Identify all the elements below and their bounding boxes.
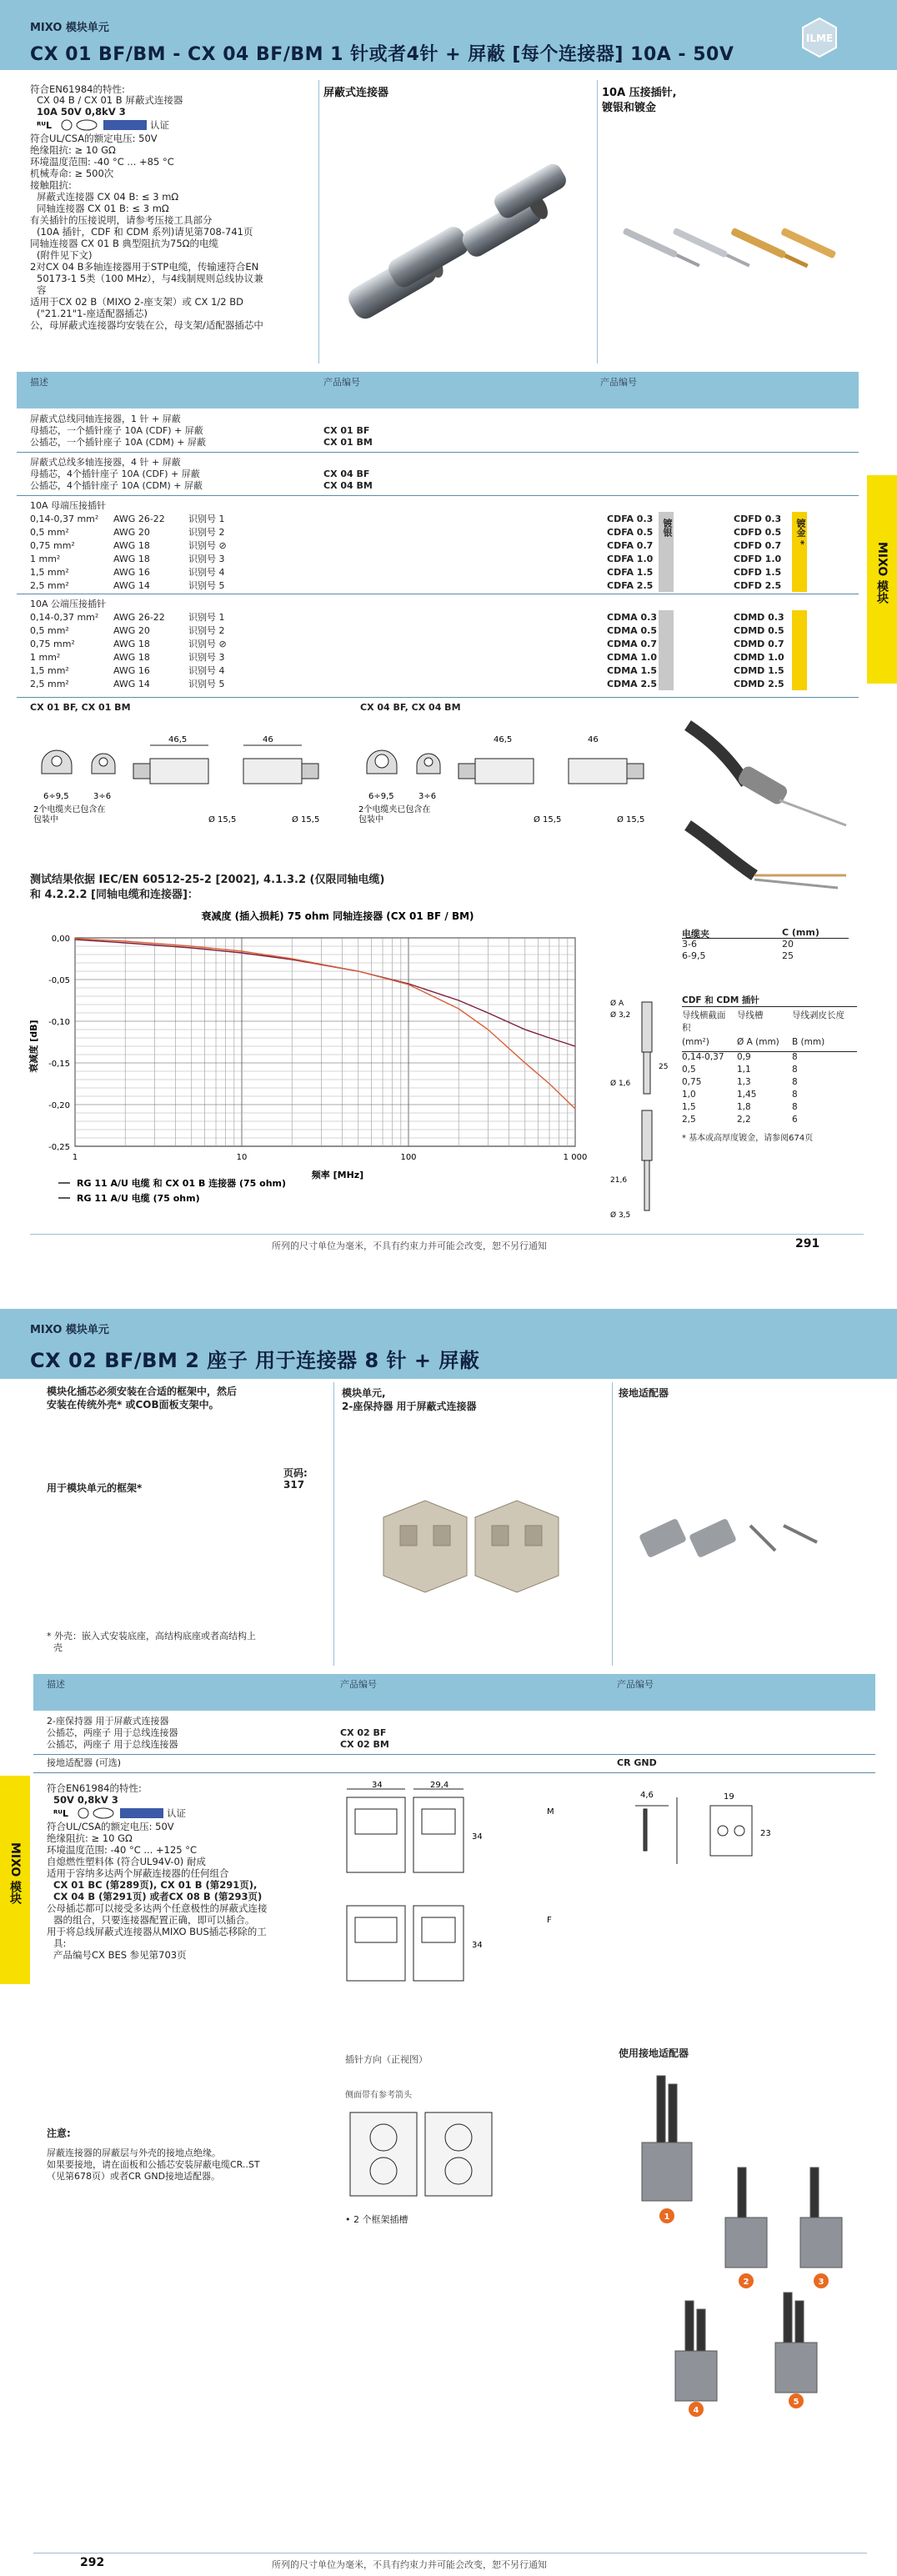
gold-label: 镀金 * (795, 519, 806, 545)
spec-line: 容 (37, 284, 47, 296)
y-tick-label: -0,05 (48, 976, 70, 985)
ccc-icon (120, 1808, 163, 1818)
connector-column-head: 屏蔽式连接器 (323, 87, 389, 99)
crimp-cell-au: CDMD 0.7 (734, 639, 784, 649)
spec-line: 绝缘阻抗: ≥ 10 GΩ (30, 144, 116, 156)
clamp-cell: 6-9,5 (682, 950, 706, 961)
dim-label: 4,6 (640, 1791, 654, 1800)
test-title-1: 测试结果依据 IEC/EN 60512-25-2 [2002], 4.1.3.2 (仅限同轴电缆) (30, 874, 385, 886)
clamp-cell: 3-6 (682, 939, 697, 950)
note-line: 屏蔽连接器的屏蔽层与外壳的接地点绝缘。 (47, 2148, 221, 2158)
column-divider (612, 1382, 613, 1666)
page2-number: 292 (80, 2556, 105, 2569)
two-slot-holder-image (375, 1484, 575, 1601)
cdf-row (682, 1090, 857, 1102)
dim-label: 46 (588, 735, 599, 744)
spec-line: 公母插芯都可以接受多达两个任意极性的屏蔽式连接 (47, 1902, 268, 1914)
cable-illustration (679, 709, 863, 900)
page2-footnote-1: * 外壳：嵌入式安装底座，高结构底座或者高结构上 (47, 1631, 256, 1641)
crimp-cell-id: 识别号 1 (188, 514, 225, 524)
page2-footer-text: 所列的尺寸单位为毫米，不具有约束力并可能会改变，恕不另行通知 (272, 2559, 547, 2570)
spec-line: 50173-1 5类（100 MHz），与4线制规则总线协议兼 (37, 273, 263, 284)
dim-label: 46,5 (494, 735, 513, 744)
spec-line: 屏蔽式连接器 CX 04 B: ≤ 3 mΩ (37, 191, 179, 203)
product-code: CX 02 BF (340, 1727, 387, 1738)
spec-line: 接触阻抗: (30, 179, 72, 191)
cqc-icon (77, 120, 97, 130)
crimp-cell-au: CDFD 0.5 (734, 527, 782, 538)
spec-line: 符合EN61984的特性: (47, 1782, 142, 1794)
drawing-note: 2个电缆夹已包含在 (33, 805, 106, 814)
group-title: 屏蔽式总线多轴连接器，4 针 + 屏蔽 (30, 457, 181, 468)
header-description: 描述 (30, 377, 48, 388)
page-ref: 317 (283, 1479, 305, 1491)
product-code: CX 02 BM (340, 1739, 389, 1750)
dim-label: 46 (263, 735, 273, 744)
crimp-cell-ag: CDMA 1.5 (607, 665, 657, 676)
spec-line: 10A 50V 0,8kV 3 (37, 106, 126, 118)
svg-text:ILME: ILME (805, 33, 834, 44)
divider (17, 452, 859, 453)
cdf-cell: 8 (792, 1090, 798, 1100)
frame-label: 用于模块单元的框架* (47, 1482, 143, 1494)
product-row-desc: 公插芯，两座子 用于总线连接器 (47, 1739, 178, 1750)
header-code-1: 产品编号 (323, 377, 360, 388)
crimp-cell-id: 识别号 ⊘ (188, 639, 227, 649)
drawing2-title: CX 04 BF, CX 04 BM (360, 702, 461, 713)
spec-line: (10A 插针，CDF 和 CDM 系列)请见第708-741页 (37, 226, 253, 238)
cdf-cell: 1,3 (737, 1077, 751, 1087)
attenuation-chart (25, 905, 628, 1213)
crimp-cell-id: 识别号 1 (188, 612, 225, 623)
cdf-header: 导线剥皮长度 (792, 1010, 844, 1020)
chart-y-axis-label: 衰减度 [dB] (28, 1020, 39, 1073)
logo-icon (799, 17, 840, 58)
header-code-2: 产品编号 (617, 1679, 654, 1690)
spec-line: 具: (53, 1937, 67, 1949)
crimp-cell-ag: CDMA 0.3 (607, 612, 657, 623)
cdf-cell: 1,8 (737, 1102, 751, 1112)
test-title-2: 和 4.2.2.2 [同轴电缆和连接器]： (30, 889, 198, 901)
cdf-cell: 8 (792, 1065, 798, 1075)
y-tick-label: 0,00 (51, 935, 70, 944)
insert-direction-drawing (342, 2104, 509, 2204)
x-tick-label: 1 (72, 1153, 78, 1162)
crimp-cell-awg: AWG 16 (113, 567, 150, 578)
cdf-row (682, 1065, 857, 1077)
page2-side-tab (0, 1776, 30, 1984)
crimp-cell-ag: CDMA 0.7 (607, 639, 657, 649)
crimp-cell-ag: CDMA 0.5 (607, 625, 657, 636)
cdf-cell: 8 (792, 1052, 798, 1062)
spec-line: 环境温度范围: -40 °C ... +125 °C (47, 1844, 198, 1856)
product-code: CX 04 BM (323, 480, 373, 491)
cdf-unit: (mm²) (682, 1037, 709, 1047)
spec-line: 适用于CX 02 B（MIXO 2-座支架）或 CX 1/2 BD (30, 296, 243, 308)
crimp-cell-ag: CDMA 2.5 (607, 679, 657, 689)
x-tick-label: 1 000 (563, 1153, 588, 1162)
spec-line: ("21.21"1-座适配器插芯) (37, 308, 148, 319)
cdf-cell: 1,1 (737, 1065, 751, 1075)
crimp-cell-ag: CDFA 0.7 (607, 540, 654, 551)
y-tick-label: -0,25 (48, 1143, 70, 1152)
crimp-cell-au: CDMD 0.5 (734, 625, 784, 636)
divider (17, 697, 859, 698)
cdf-rows (682, 1052, 857, 1127)
insert-direction-label: 插针方向（正视图） (345, 2054, 428, 2065)
spec-line: 符合UL/CSA的额定电压: 50V (47, 1821, 174, 1832)
dimension-drawing-cx04 (350, 715, 667, 840)
dim-label: 46,5 (168, 735, 188, 744)
dim-label: 21,6 (610, 1176, 628, 1185)
spec-line: 适用于容纳多达两个屏蔽连接器的任何组合 (47, 1867, 229, 1879)
spec-line: 同轴连接器 CX 01 B: ≤ 3 mΩ (37, 203, 169, 214)
spec-line: 符合EN61984的特性: (30, 83, 125, 95)
cdf-cell: 1,5 (682, 1102, 696, 1112)
page2-intro-1: 模块化插芯必须安装在合适的框架中，然后 (47, 1386, 238, 1397)
crimp-cell-awg: AWG 26-22 (113, 514, 165, 524)
crimp-cell-size: 1,5 mm² (30, 665, 69, 676)
page1-side-tab (867, 475, 897, 684)
divider (33, 1754, 875, 1755)
spec-line: 产品编号CX BES 参见第703页 (53, 1949, 187, 1961)
spec-line: 符合UL/CSA的额定电压: 50V (30, 133, 158, 144)
crimp-cell-id: 识别号 3 (188, 652, 225, 663)
crimp-cell-awg: AWG 14 (113, 580, 150, 591)
cdf-cell: 0,75 (682, 1077, 702, 1087)
spec-line: 公，母屏蔽式连接器均安装在公，母支架/适配器插芯中 (30, 319, 263, 331)
chart-title: 衰减度 (插入损耗) 75 ohm 同轴连接器 (CX 01 BF / BM) (201, 910, 474, 922)
crimp-cell-awg: AWG 20 (113, 527, 150, 538)
crimp-cell-size: 2,5 mm² (30, 679, 69, 689)
ground-adapter-usage-illustration (617, 2067, 867, 2418)
page2-intro-2: 安装在传统外壳* 或COB面板支架中。 (47, 1399, 219, 1411)
clamp-header: 电缆夹 (682, 929, 709, 940)
usage-title: 使用接地适配器 (619, 2047, 689, 2059)
cdf-header: 导线横截面积 (682, 1010, 726, 1033)
dim-label: 6÷9,5 (368, 792, 394, 801)
crimp-cell-au: CDFD 1.0 (734, 554, 782, 564)
step-number: 1 (664, 2213, 670, 2222)
dim-label: 6÷9,5 (43, 792, 69, 801)
cdf-cell: 8 (792, 1102, 798, 1112)
y-tick-label: -0,20 (48, 1101, 70, 1110)
crimp-female-title: 10A 母端压接插针 (30, 500, 107, 511)
chart-legend (58, 1177, 286, 1204)
crimp-cell-size: 1 mm² (30, 554, 61, 564)
crimp-cell-size: 2,5 mm² (30, 580, 69, 591)
silver-label: 镀银 (662, 519, 673, 537)
dim-label: M (547, 1807, 554, 1817)
dim-label: Ø 3,2 (610, 1011, 631, 1020)
page2-title: CX 02 BF/BM 2 座子 用于连接器 8 针 + 屏蔽 (30, 1349, 480, 1372)
cdf-cell: 2,5 (682, 1115, 696, 1125)
page2-table-header (33, 1674, 875, 1711)
spec-line: 自熄燃性塑料体 (符合UL94V-0) 耐成 (47, 1856, 206, 1867)
spec-line: 认证 (150, 119, 169, 131)
cdf-cell: 6 (792, 1115, 798, 1125)
pin-dimension-drawing (609, 994, 684, 1227)
cdf-cell: 1,45 (737, 1090, 757, 1100)
spec-line: CX 04 B (第291页) 或者CX 08 B (第293页) (53, 1891, 263, 1902)
dim-label: F (547, 1916, 552, 1925)
crimp-cell-awg: AWG 18 (113, 554, 150, 564)
crimp-cell-ag: CDFA 0.5 (607, 527, 654, 538)
cdf-cell: 0,14-0,37 (682, 1052, 724, 1062)
crimp-cell-size: 0,14-0,37 mm² (30, 514, 99, 524)
crimp-cell-au: CDMD 0.3 (734, 612, 784, 623)
dimension-drawing-cx01 (25, 715, 342, 840)
crimp-cell-size: 1 mm² (30, 652, 61, 663)
crimp-cell-ag: CDFA 0.3 (607, 514, 654, 524)
product-row-desc: 母插芯，4个插针座子 10A (CDF) + 屏蔽 (30, 469, 200, 479)
chart-grid (75, 938, 575, 1146)
dim-label: Ø 3,5 (610, 1211, 631, 1220)
plot-area (75, 938, 575, 1146)
crimp-cell-id: 识别号 2 (188, 625, 225, 636)
cdf-cell: 2,2 (737, 1115, 751, 1125)
drawing-note: 2个电缆夹已包含在 (358, 805, 431, 814)
cdf-row (682, 1052, 857, 1065)
divider (33, 1772, 875, 1773)
cdf-row (682, 1115, 857, 1127)
spec-line: CX 04 B / CX 01 B 屏蔽式连接器 (37, 94, 183, 106)
cqc-icon (93, 1808, 113, 1818)
x-tick-label: 10 (236, 1153, 248, 1162)
dim-label: Ø A (610, 1000, 624, 1008)
dim-label: 3÷6 (93, 792, 112, 801)
crimp-cell-au: CDMD 1.0 (734, 652, 784, 663)
ilme-logo (799, 17, 840, 58)
dim-label: 3÷6 (418, 792, 437, 801)
step-number: 5 (793, 2398, 799, 2407)
spec-line: 认证 (167, 1807, 186, 1819)
crimp-cell-id: 识别号 3 (188, 554, 225, 564)
divider (17, 495, 859, 496)
crimp-cell-awg: AWG 18 (113, 639, 150, 649)
crimp-cell-id: 识别号 4 (188, 567, 225, 578)
dim-label: Ø 1,6 (610, 1080, 631, 1088)
ground-column-head: 接地适配器 (619, 1387, 669, 1399)
cdf-row (682, 1102, 857, 1115)
crimp-cell-awg: AWG 16 (113, 665, 150, 676)
spec-line: 50V 0,8kV 3 (53, 1794, 118, 1806)
dim-label: 23 (760, 1829, 771, 1838)
footer-rule (30, 1234, 864, 1235)
note-title: 注意: (47, 2127, 71, 2139)
product-code: CX 01 BM (323, 437, 373, 448)
holder-column-head-1: 模块单元, (342, 1387, 386, 1399)
crimp-cell-au: CDMD 1.5 (734, 665, 784, 676)
crimp-cell-awg: AWG 18 (113, 652, 150, 663)
crimp-cell-size: 0,75 mm² (30, 639, 75, 649)
crimp-cell-id: 识别号 5 (188, 580, 225, 591)
y-tick-label: -0,10 (48, 1018, 70, 1027)
dim-label: 34 (472, 1832, 483, 1842)
note-line: 如果要接地，请在面板和公插芯安装屏蔽电缆CR..ST (47, 2159, 260, 2170)
group-title: 2-座保持器 用于屏蔽式连接器 (47, 1716, 169, 1727)
spec-line: 2对CX 04 B多轴连接器用于STP电缆，传输速符合EN (30, 261, 259, 273)
note-line: （见第678页）或者CR GND接地适配器。 (47, 2171, 221, 2182)
ul-icon: ᴿᵁL (37, 120, 52, 131)
holder-dimension-drawing (338, 1781, 614, 1997)
dim-label: Ø 15,5 (534, 815, 562, 824)
spec-line: 器的组合，只要连接器配置正确，即可以插合。 (53, 1914, 255, 1926)
dim-label: 19 (724, 1792, 734, 1802)
holder-column-head-2: 2-座保持器 用于屏蔽式连接器 (342, 1401, 477, 1412)
crimp-cell-awg: AWG 20 (113, 625, 150, 636)
drawing1-title: CX 01 BF, CX 01 BM (30, 702, 131, 713)
crimp-cell-ag: CDFA 1.5 (607, 567, 654, 578)
product-code: CX 04 BF (323, 469, 370, 479)
cdf-row (682, 1077, 857, 1090)
csa-icon (62, 120, 72, 130)
header-code-2: 产品编号 (600, 377, 637, 388)
silver-column-band (659, 610, 674, 690)
ground-adapter-dimension-drawing (619, 1781, 802, 1889)
step-number: 2 (743, 2278, 749, 2287)
crimp-cell-size: 0,5 mm² (30, 527, 69, 538)
ground-adapter-image (634, 1501, 834, 1567)
crimp-cell-au: CDFD 0.7 (734, 540, 782, 551)
x-tick-label: 100 (400, 1153, 417, 1162)
cdf-unit: Ø A (mm) (737, 1037, 779, 1047)
dim-label: Ø 15,5 (617, 815, 645, 824)
cdf-unit: B (mm) (792, 1037, 825, 1047)
dim-label: 29,4 (430, 1781, 449, 1790)
page2-footnote-2: 壳 (53, 1642, 63, 1653)
spec-line: 机械寿命: ≥ 500次 (30, 168, 114, 179)
crimp-column-head-1: 10A 压接插针, (602, 87, 677, 99)
side-tab-label: MIXO 模块 (875, 542, 889, 604)
spec-line: 同轴连接器 CX 01 B 典型阻抗为75Ω的电缆 (30, 238, 218, 249)
column-divider (597, 80, 598, 363)
ground-row-desc: 接地适配器 (可选) (47, 1757, 122, 1768)
clamp-cell: 25 (782, 950, 794, 961)
step-number: 4 (693, 2406, 699, 2415)
crimp-cell-awg: AWG 18 (113, 540, 150, 551)
insert-direction-sub: 侧面带有参考箭头 (345, 2091, 412, 2100)
crimp-cell-id: 识别号 2 (188, 527, 225, 538)
page1-title: CX 01 BF/BM - CX 04 BF/BM 1 针或者4针 + 屏蔽 [每个连接器] 10A - 50V (30, 44, 734, 65)
crimp-cell-awg: AWG 14 (113, 679, 150, 689)
group-title: 屏蔽式总线同轴连接器，1 针 + 屏蔽 (30, 413, 181, 424)
column-divider (333, 1382, 334, 1666)
crimp-cell-ag: CDFA 2.5 (607, 580, 654, 591)
crimp-cell-size: 0,14-0,37 mm² (30, 612, 99, 623)
product-row-desc: 公插芯，一个插针座子 10A (CDM) + 屏蔽 (30, 437, 206, 448)
shielded-connector-image (329, 158, 588, 333)
page1-table-header (17, 372, 859, 408)
header-code-1: 产品编号 (340, 1679, 377, 1690)
drawing-note: 包装中 (33, 815, 58, 824)
side-tab-label: MIXO 模块 (8, 1842, 22, 1905)
crimp-cell-au: CDFD 1.5 (734, 567, 782, 578)
crimp-cell-awg: AWG 26-22 (113, 612, 165, 623)
page1-footer-text: 所列的尺寸单位为毫米，不具有约束力并可能会改变，恕不另行通知 (272, 1240, 547, 1251)
cdf-cell: 1,0 (682, 1090, 696, 1100)
spec-line: 用于将总线屏蔽式连接器从MIXO BUS插芯移除的工 (47, 1926, 267, 1937)
ccc-icon (103, 120, 147, 130)
product-row-desc: 公插芯，两座子 用于总线连接器 (47, 1727, 178, 1738)
dim-label: 34 (372, 1781, 383, 1790)
csa-icon (78, 1808, 88, 1818)
clamp-cell: 20 (782, 939, 794, 950)
product-row-desc: 公插芯，4个插针座子 10A (CDM) + 屏蔽 (30, 480, 203, 491)
spec-line: 绝缘阻抗: ≥ 10 GΩ (47, 1832, 133, 1844)
crimp-cell-ag: CDMA 1.0 (607, 652, 657, 663)
crimp-cell-id: 识别号 ⊘ (188, 540, 227, 551)
legend-label: RG 11 A/U 电缆 和 CX 01 B 连接器 (75 ohm) (77, 1178, 287, 1189)
crimp-cell-au: CDFD 2.5 (734, 580, 782, 591)
ground-row-code: CR GND (617, 1757, 657, 1768)
step-number: 3 (818, 2278, 824, 2287)
dim-label: 34 (472, 1941, 483, 1950)
legend-label: RG 11 A/U 电缆 (75 ohm) (77, 1193, 200, 1204)
crimp-male-title: 10A 公端压接插针 (30, 599, 107, 609)
ul-icon: ᴿᵁL (53, 1808, 68, 1819)
cdf-cell: 0,9 (737, 1052, 751, 1062)
crimp-column-head-2: 镀银和镀金 (602, 102, 657, 114)
spec-line: (附件见下文) (37, 249, 93, 261)
crimp-cell-size: 1,5 mm² (30, 567, 69, 578)
cdf-note: * 基本或高厚度镀金，请参阅674页 (682, 1134, 814, 1143)
cable-clamp-table (682, 927, 849, 962)
spec-line: CX 01 BC (第289页), CX 01 B (第291页), (53, 1879, 258, 1891)
gold-column-band (792, 610, 807, 690)
dim-label: 25 (659, 1063, 669, 1071)
product-code: CX 01 BF (323, 425, 370, 436)
crimp-cell-au: CDFD 0.3 (734, 514, 782, 524)
crimp-cell-id: 识别号 5 (188, 679, 225, 689)
page2-section-label: MIXO 模块单元 (30, 1324, 109, 1336)
header-description: 描述 (47, 1679, 65, 1690)
cdf-header: 导线槽 (737, 1010, 764, 1020)
cdf-cell: 0,5 (682, 1065, 696, 1075)
page1-section-label: MIXO 模块单元 (30, 22, 109, 34)
crimp-cell-ag: CDFA 1.0 (607, 554, 654, 564)
drawing-note: 包装中 (358, 815, 383, 824)
crimp-cell-size: 0,75 mm² (30, 540, 75, 551)
spec-line: 环境温度范围: -40 °C ... +85 °C (30, 156, 174, 168)
product-row-desc: 母插芯，一个插针座子 10A (CDF) + 屏蔽 (30, 425, 203, 436)
y-tick-label: -0,15 (48, 1060, 70, 1069)
crimp-pins-image (613, 200, 854, 292)
spec-line: 有关插针的压接说明，请参考压接工具部分 (30, 214, 213, 226)
clamp-header: C (mm) (782, 927, 819, 938)
cdf-cell: 8 (792, 1077, 798, 1087)
frame-pins-label: • 2 个框架插槽 (345, 2214, 408, 2225)
cdf-cdm-table (682, 994, 857, 1143)
crimp-cell-id: 识别号 4 (188, 665, 225, 676)
page-ref-label: 页码: (283, 1467, 308, 1479)
dim-label: Ø 15,5 (292, 815, 320, 824)
dim-label: Ø 15,5 (208, 815, 237, 824)
chart-x-axis-label: 频率 [MHz] (311, 1170, 364, 1180)
cdf-table-title: CDF 和 CDM 插针 (682, 994, 857, 1007)
crimp-cell-au: CDMD 2.5 (734, 679, 784, 689)
page1-number: 291 (795, 1237, 820, 1250)
crimp-cell-size: 0,5 mm² (30, 625, 69, 636)
